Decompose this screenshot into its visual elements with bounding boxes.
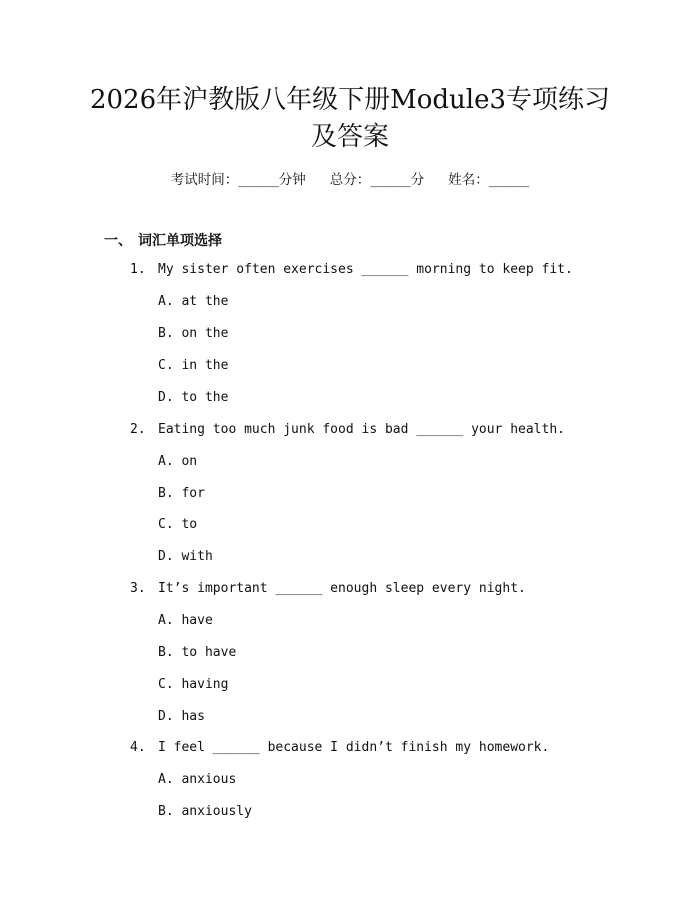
- question-2-option-c: C. to: [158, 517, 198, 532]
- total-score-label: 总分：______分: [329, 172, 425, 188]
- student-name-label: 姓名：______: [448, 172, 530, 188]
- question-2-option-d: D. with: [158, 549, 213, 564]
- question-number: 1.: [130, 262, 146, 277]
- question-1-option-c: C. in the: [158, 358, 229, 373]
- question-number: 4.: [130, 740, 146, 755]
- page-title-line-1: 2026年沪教版八年级下册Module3专项练习: [89, 85, 611, 115]
- question-1-option-d: D. to the: [158, 390, 229, 405]
- question-number: 3.: [130, 581, 146, 596]
- section-heading: [104, 230, 222, 250]
- question-4-option-b: B. anxiously: [158, 804, 252, 819]
- question-2: [130, 422, 565, 437]
- section-title: 词汇单项选择: [138, 233, 222, 249]
- page-title-line-2: 及答案: [310, 122, 389, 152]
- question-number: 2.: [130, 422, 146, 437]
- question-3-option-d: D. has: [158, 709, 205, 724]
- question-text: I feel ______ because I didn’t finish my homework.: [158, 740, 550, 755]
- exam-info-bar: [0, 168, 700, 188]
- exam-time-label: 考试时间：______分钟: [170, 172, 306, 188]
- question-text: My sister often exercises ______ morning to keep fit.: [158, 262, 573, 277]
- section-number: 一、: [104, 233, 132, 249]
- question-3-option-a: A. have: [158, 613, 213, 628]
- question-text: It’s important ______ enough sleep every night.: [158, 581, 526, 596]
- question-text: Eating too much junk food is bad ______ your health.: [158, 422, 565, 437]
- question-4: [130, 740, 549, 755]
- question-1-option-b: B. on the: [158, 326, 229, 341]
- question-2-option-a: A. on: [158, 454, 198, 469]
- question-4-option-a: A. anxious: [158, 772, 237, 787]
- question-2-option-b: B. for: [158, 486, 205, 501]
- question-3-option-b: B. to have: [158, 645, 237, 660]
- question-1-option-a: A. at the: [158, 294, 229, 309]
- question-3-option-c: C. having: [158, 677, 229, 692]
- question-3: [130, 581, 526, 596]
- question-1: [130, 262, 573, 277]
